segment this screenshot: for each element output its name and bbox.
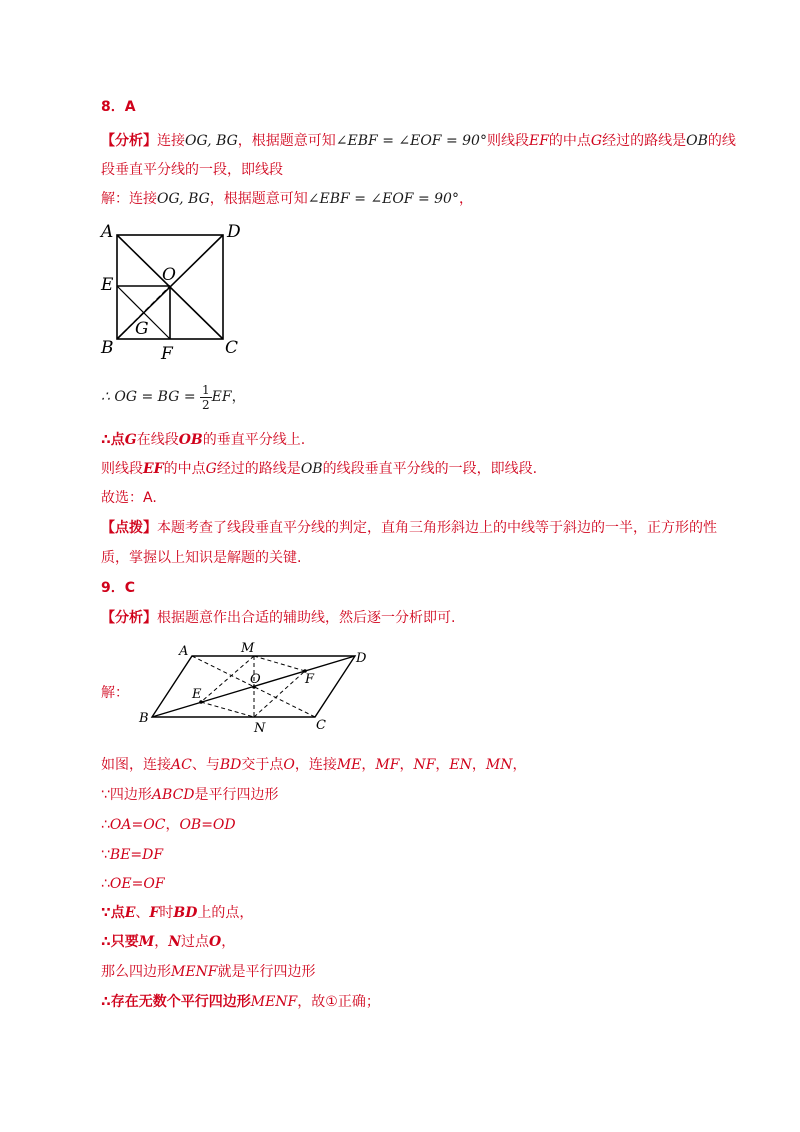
label-a: A — [179, 644, 189, 659]
math: EF — [211, 389, 232, 405]
math: O — [209, 934, 222, 950]
q8-note-line-2: 质，掌握以上知识是解题的关键. — [101, 550, 302, 566]
math: OA=OC — [109, 817, 166, 833]
text: ，故①正确； — [297, 994, 380, 1010]
label-a: A — [101, 222, 114, 242]
math: OG, BG — [185, 133, 238, 149]
text: 、与 — [191, 757, 220, 773]
q8-solution-line — [101, 189, 473, 209]
label-e: E — [192, 687, 202, 702]
q8-choice: 故选：A. — [101, 490, 157, 506]
text: 的垂直平分线上. — [202, 432, 306, 448]
q9-line-3 — [101, 815, 236, 835]
math: OB — [300, 461, 323, 477]
text: ∵ — [101, 847, 110, 863]
text: ∴只要 — [101, 934, 139, 950]
math: O — [283, 757, 295, 773]
math: NF — [413, 757, 436, 773]
text: ∵点 — [101, 905, 125, 921]
text: 根据题意作出合适的辅助线，然后逐一分析即可. — [157, 610, 456, 626]
segment-me-dashed — [201, 656, 254, 702]
q9-analysis — [101, 608, 455, 628]
math: ABCD — [151, 787, 195, 803]
label-b: B — [139, 711, 149, 726]
label-n: N — [254, 721, 266, 736]
q8-equation — [101, 382, 246, 412]
q9-line-6 — [101, 903, 253, 923]
label-o: O — [162, 265, 176, 285]
text: 是平行四边形 — [194, 787, 279, 803]
text: 经过的路线是 — [216, 461, 301, 477]
segment-en-dashed — [201, 702, 254, 717]
text: ， — [512, 757, 527, 773]
analysis-tag: 【分析】 — [101, 133, 157, 149]
text: 本题考查了线段垂直平分线的判定，直角三角形斜边上的中线等于斜边的一半，正方形的性 — [157, 520, 717, 536]
math: M — [138, 934, 155, 950]
text: ， — [471, 757, 486, 773]
q9-line-7 — [101, 932, 235, 952]
q8-conclusion-1 — [101, 430, 305, 450]
q9-line-2 — [101, 785, 279, 805]
label-c: C — [316, 718, 326, 733]
math: OG, BG — [157, 191, 210, 207]
label-m: M — [241, 641, 255, 656]
q8-square-figure — [95, 218, 255, 363]
math: OE=OF — [109, 876, 165, 892]
label-e: E — [101, 275, 114, 295]
math: OB=OD — [179, 817, 236, 833]
text: ， — [165, 817, 180, 833]
text: ∴ — [101, 876, 110, 892]
q9-line-9 — [101, 992, 380, 1012]
text: ， — [221, 934, 236, 950]
math: EF — [143, 461, 164, 477]
q9-line-5 — [101, 874, 165, 894]
text: ∴ — [101, 817, 110, 833]
math: ∴ OG = BG = — [101, 389, 201, 405]
text: ∴点 — [101, 432, 125, 448]
text: 就是平行四边形 — [217, 964, 316, 980]
math: EN — [449, 757, 472, 773]
q9-line-4 — [101, 845, 163, 865]
text: 则线段 — [486, 133, 529, 149]
label-o: O — [250, 672, 261, 687]
segment-mf-dashed — [254, 656, 305, 671]
text: 、 — [135, 905, 150, 921]
text: ， — [361, 757, 376, 773]
math: ME — [336, 757, 362, 773]
text: 的中点 — [548, 133, 591, 149]
text: 则线段 — [101, 461, 143, 477]
label-g: G — [135, 319, 149, 339]
math: ∠EBF = ∠EOF = 90° — [335, 133, 487, 149]
math: EF — [528, 133, 549, 149]
text: ， — [399, 757, 414, 773]
math: OB — [178, 432, 203, 448]
q8-analysis-line-1 — [101, 131, 736, 151]
math: MN — [485, 757, 513, 773]
text: 时 — [159, 905, 174, 921]
text: 如图，连接 — [101, 757, 171, 773]
denominator: 2 — [202, 397, 210, 412]
q9-solution-label: 解： — [101, 685, 129, 701]
math: N — [168, 934, 182, 950]
q8-header: 8．A — [101, 99, 136, 115]
text: ， — [154, 934, 169, 950]
label-d: D — [356, 651, 367, 666]
analysis-tag: 【分析】 — [101, 610, 157, 626]
math: G — [205, 461, 217, 477]
math: G — [590, 133, 603, 149]
math: ∠EBF = ∠EOF = 90° — [307, 191, 459, 207]
q8-note-line-1 — [101, 518, 717, 538]
text: 交于点 — [241, 757, 284, 773]
text: 那么四边形 — [101, 964, 171, 980]
q9-header: 9．C — [101, 580, 136, 596]
math: BD — [173, 905, 198, 921]
math: BD — [219, 757, 242, 773]
math: MENF — [171, 964, 218, 980]
label-d: D — [227, 222, 241, 242]
math: MF — [375, 757, 400, 773]
q8-conclusion-2 — [101, 459, 537, 479]
text: 的线 — [707, 133, 736, 149]
math: F — [149, 905, 160, 921]
segment-nf-dashed — [254, 671, 305, 717]
math: MENF — [250, 994, 298, 1010]
text: ∴存在无数个平行四边形 — [101, 994, 251, 1010]
numerator: 1 — [202, 382, 210, 397]
text: ，根据题意可知 — [209, 191, 308, 207]
text: 上的点， — [197, 905, 254, 921]
math: OB — [686, 133, 708, 149]
text: 经过的路线是 — [602, 133, 687, 149]
math: BE=DF — [109, 847, 164, 863]
q9-line-8 — [101, 962, 316, 982]
q9-parallelogram-figure — [135, 636, 375, 736]
text: 的线段垂直平分线的一段，即线段. — [322, 461, 538, 477]
text: 在线段 — [136, 432, 179, 448]
label-f: F — [305, 672, 315, 687]
label-f: F — [161, 344, 173, 363]
fraction-half — [200, 383, 212, 412]
text: 连接 — [157, 133, 185, 149]
math: AC — [171, 757, 192, 773]
text: 过点 — [181, 934, 210, 950]
text: ， — [435, 757, 450, 773]
text: ，连接 — [294, 757, 337, 773]
math: E — [124, 905, 136, 921]
text: 的中点 — [163, 461, 206, 477]
label-c: C — [225, 338, 239, 358]
text: ∵四边形 — [101, 787, 152, 803]
note-tag: 【点拨】 — [101, 520, 157, 536]
label-b: B — [101, 338, 114, 358]
math: G — [124, 432, 137, 448]
text: ， — [458, 191, 473, 207]
q8-analysis-line-2: 段垂直平分线的一段，即线段 — [101, 162, 283, 178]
q9-line-1 — [101, 755, 527, 775]
text: ，根据题意可知 — [237, 133, 336, 149]
text: 解：连接 — [101, 191, 157, 207]
text: ， — [231, 389, 246, 405]
